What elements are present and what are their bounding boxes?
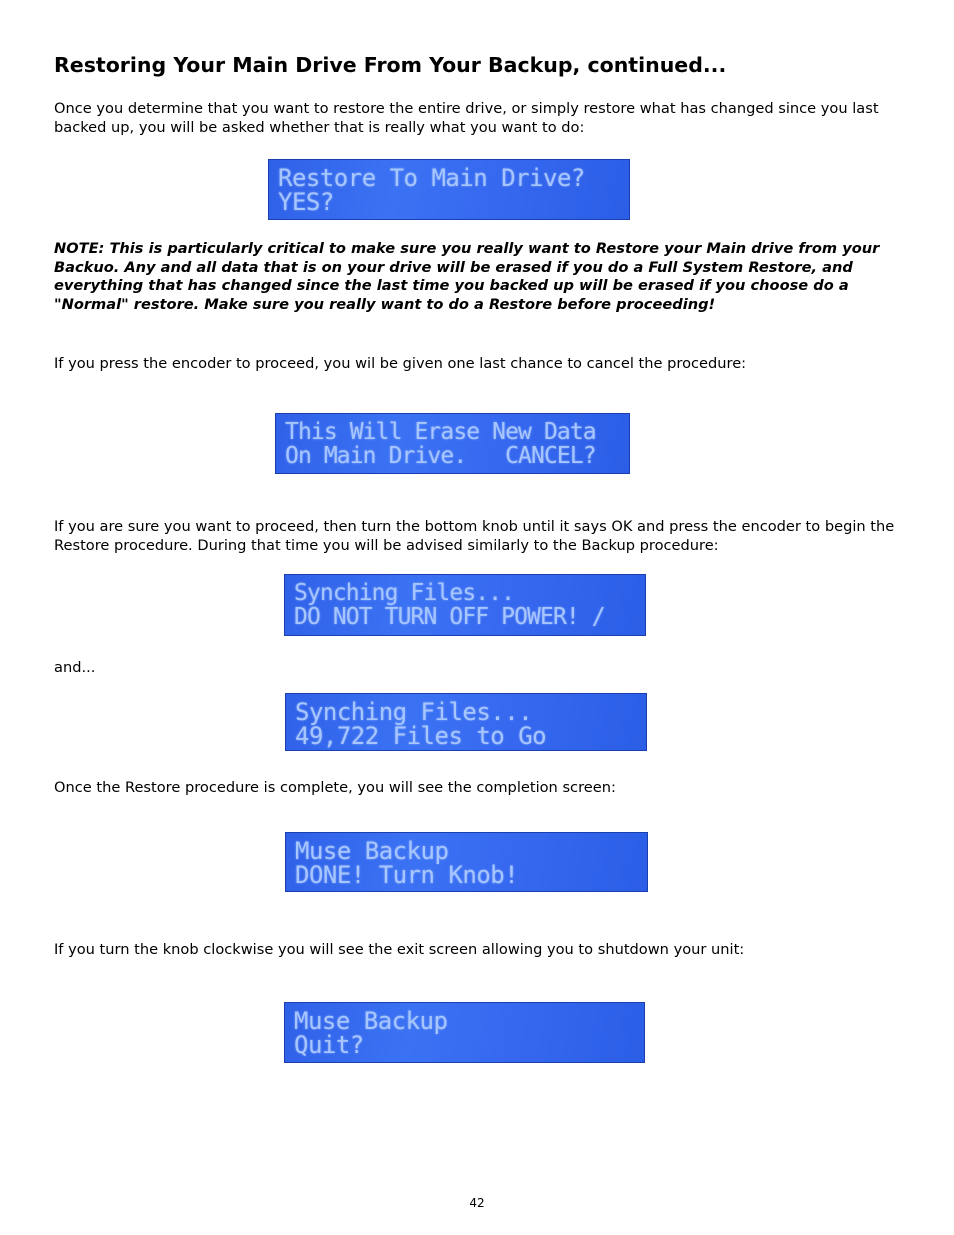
- lcd-line-2: On Main Drive. CANCEL?: [285, 443, 596, 469]
- sure-paragraph: If you are sure you want to proceed, then turn the bottom knob until it says OK and press the encoder to begin the Restore procedure. During that time you will be advised similarly to the Backup procedure:: [54, 518, 895, 554]
- turn-paragraph: If you turn the knob clockwise you will see the exit screen allowing you to shutdown your unit:: [54, 941, 745, 958]
- lcd-line-2: DONE! Turn Knob!: [295, 861, 519, 889]
- lcd-line-2: DO NOT TURN OFF POWER! /: [294, 604, 605, 630]
- lcd-line-1: Restore To Main Drive?: [278, 164, 585, 192]
- lcd-done-screen: [285, 832, 648, 892]
- lcd-restore-confirm-screen: [268, 159, 630, 220]
- lcd-line-1: Synching Files...: [295, 698, 533, 726]
- lcd-synching-power-screen: [284, 574, 646, 636]
- lcd-erase-warning-screen: [275, 413, 630, 474]
- lcd-line-1: Muse Backup: [295, 837, 449, 865]
- lcd-line-1: This Will Erase New Data: [285, 419, 596, 445]
- lcd-line-2: 49,722 Files to Go: [295, 722, 547, 750]
- and-text: and...: [54, 659, 96, 676]
- lcd-line-1: Synching Files...: [294, 580, 515, 606]
- intro-paragraph: Once you determine that you want to restore the entire drive, or simply restore what has changed since you last backed up, you will be asked whether that is really what you want to do:: [54, 100, 879, 136]
- proceed-paragraph: If you press the encoder to proceed, you wil be given one last chance to cancel the procedure:: [54, 355, 747, 372]
- lcd-line-1: Muse Backup: [294, 1007, 448, 1035]
- lcd-quit-screen: [284, 1002, 645, 1063]
- lcd-synching-files-screen: [285, 693, 647, 751]
- page-number: 42: [469, 1196, 485, 1210]
- page-title: Restoring Your Main Drive From Your Backup, continued...: [54, 53, 727, 77]
- complete-paragraph: Once the Restore procedure is complete, you will see the completion screen:: [54, 779, 616, 796]
- warning-note: NOTE: This is particularly critical to make sure you really want to Restore your Main drive from your Backuo. Any and all data that is on your drive will be erased if you do a Full System Restore, and everything that has changed since the last time you backed up will be erased if you choose do a "Normal" restore. Make sure you really want to do a Restore before proceeding!: [54, 240, 880, 314]
- lcd-line-2: YES?: [278, 188, 334, 216]
- lcd-line-2: Quit?: [294, 1031, 364, 1059]
